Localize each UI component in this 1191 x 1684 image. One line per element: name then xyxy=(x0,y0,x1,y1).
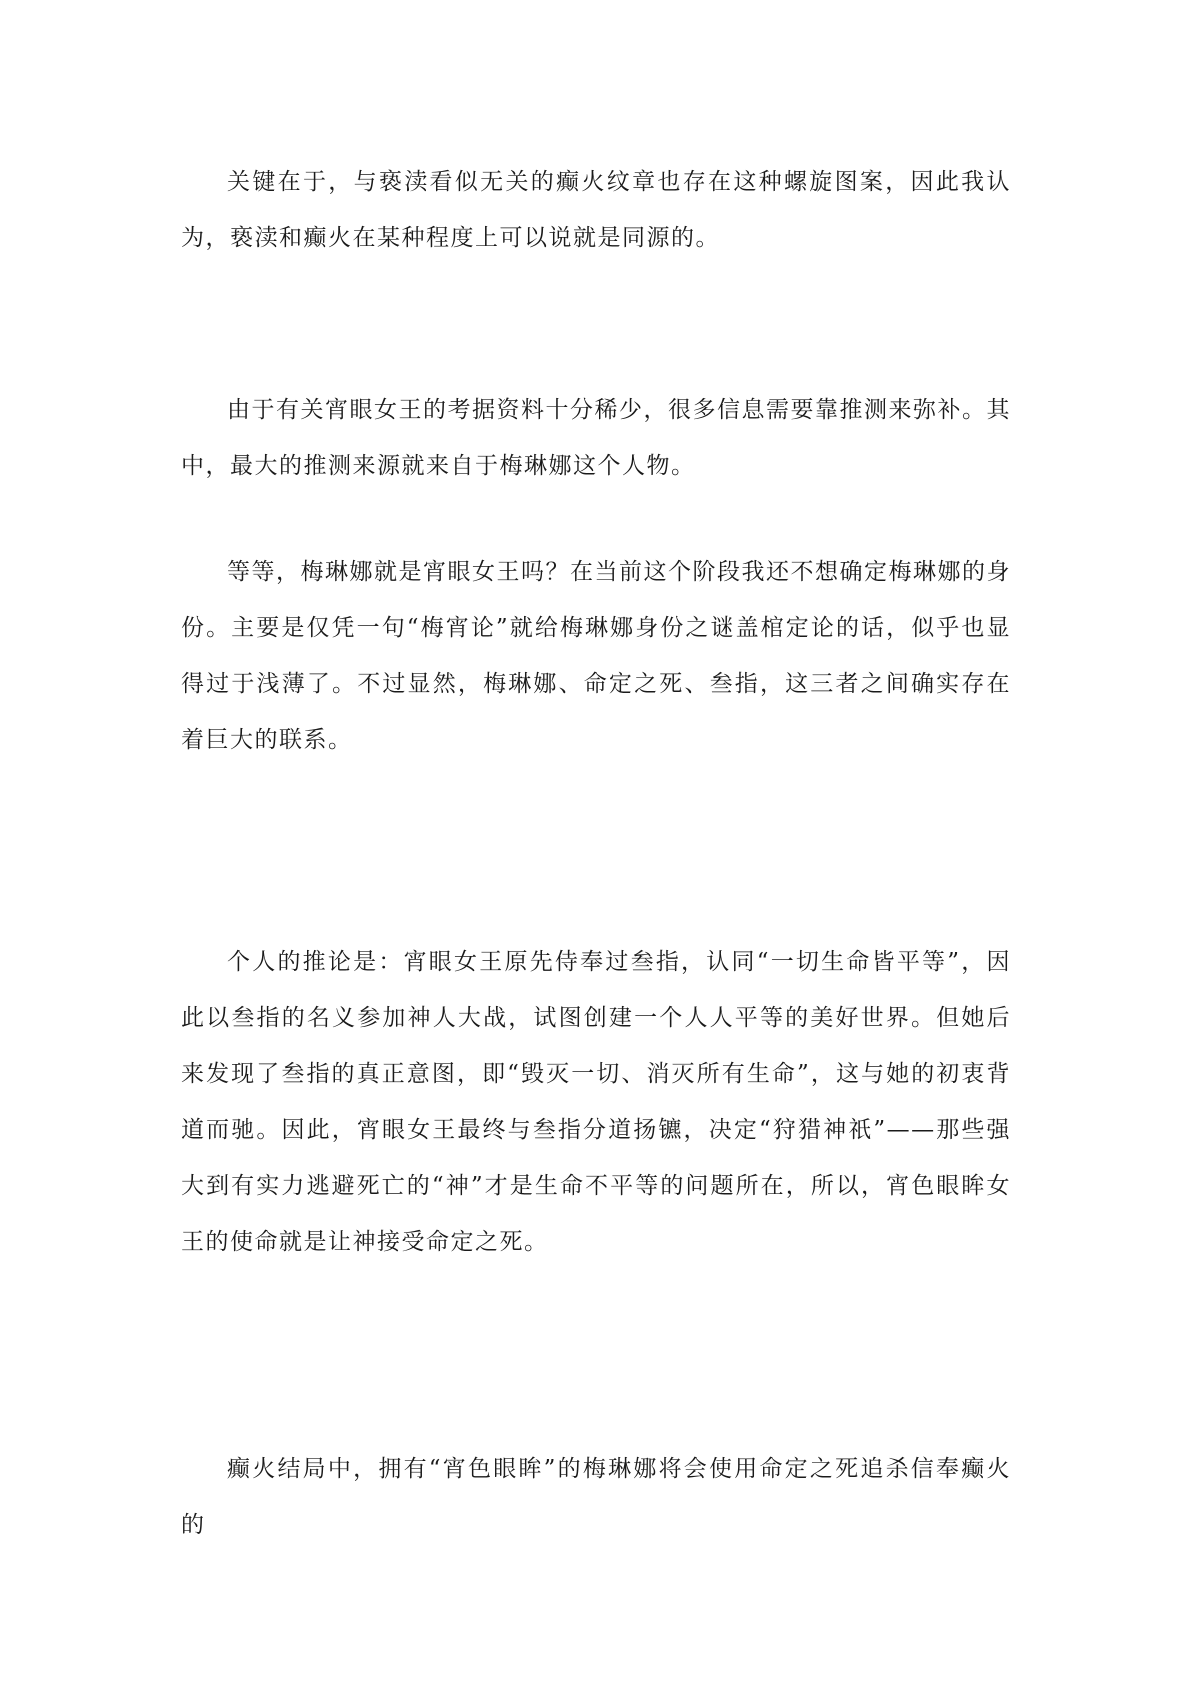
paragraph-personal-theory: 个人的推论是：宵眼女王原先侍奉过叁指，认同“一切生命皆平等”，因此以叁指的名义参加神人大战，试图创建一个人人平等的美好世界。但她后来发现了叁指的真正意图，即“毁灭一切、消灭所有生命”，这与她的初衷背道而驰。因此，宵眼女王最终与叁指分道扬镳，决定“狩猎神祇”——那些强大到有实力逃避死亡的“神”才是生命不平等的问题所在，所以，宵色眼眸女王的使命就是让神接受命定之死。 xyxy=(181,949,1011,1255)
paragraph-melina-identity: 等等，梅琳娜就是宵眼女王吗？在当前这个阶段我还不想确定梅琳娜的身份。主要是仅凭一句“梅宵论”就给梅琳娜身份之谜盖棺定论的话，似乎也显得过于浅薄了。不过显然，梅琳娜、命定之死、叁指，这三者之间确实存在着巨大的联系。 xyxy=(181,559,1011,753)
paragraph-frenzied-flame-ending: 癫火结局中，拥有“宵色眼眸”的梅琳娜将会使用命定之死追杀信奉癫火的 xyxy=(181,1456,1011,1538)
paragraph-frenzied-flame-origin: 关键在于，与亵渎看似无关的癫火纹章也存在这种螺旋图案，因此我认为，亵渎和癫火在某种程度上可以说就是同源的。 xyxy=(181,169,1011,251)
paragraph-gloam-eyed-queen-sources: 由于有关宵眼女王的考据资料十分稀少，很多信息需要靠推测来弥补。其中，最大的推测来源就来自于梅琳娜这个人物。 xyxy=(181,397,1011,479)
